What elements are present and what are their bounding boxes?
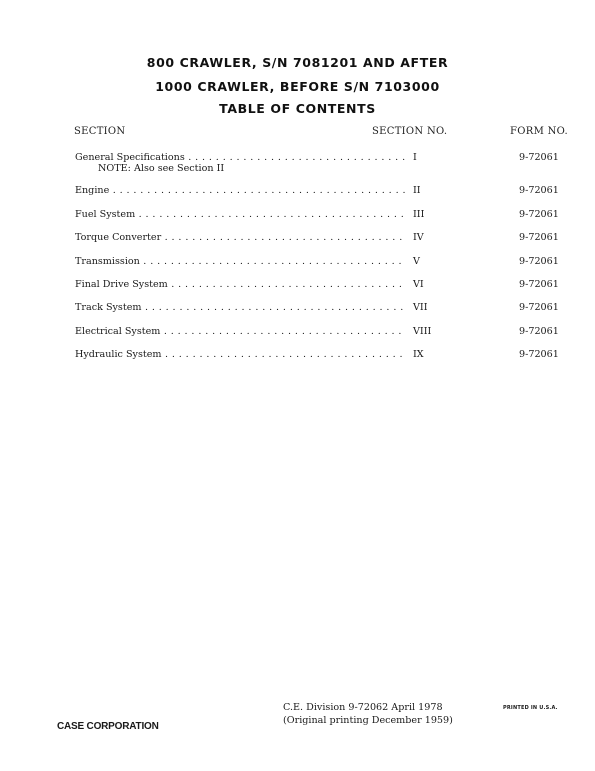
toc-row-name: Final Drive System . . .: [75, 279, 405, 290]
toc-row-section-no: VI: [413, 279, 424, 290]
toc-row-section-no: I: [413, 152, 417, 163]
toc-row-form-no: 9-72061: [519, 152, 559, 163]
toc-row-section-no: III: [413, 209, 425, 220]
toc-row-form-no: 9-72061: [519, 232, 559, 243]
footer-original-printing: (Original printing December 1959): [283, 715, 453, 726]
toc-row: [0, 279, 595, 293]
toc-row-form-no: 9-72061: [519, 279, 559, 290]
printed-in-usa: PRINTED IN U.S.A.: [503, 705, 558, 711]
toc-row-form-no: 9-72061: [519, 209, 559, 220]
toc-row-form-no: 9-72061: [519, 302, 559, 313]
toc-row-form-no: 9-72061: [519, 349, 559, 360]
toc-row: [0, 185, 595, 199]
toc-row-name: Torque Converter . . .: [75, 232, 405, 243]
footer-division-line: C.E. Division 9-72062 April 1978: [283, 702, 443, 713]
toc-row-name: Engine . . .: [75, 185, 405, 196]
toc-row-section-no: VIII: [413, 326, 432, 337]
toc-row-form-no: 9-72061: [519, 185, 559, 196]
title-line-1: 800 CRAWLER, S/N 7081201 AND AFTER: [146, 55, 449, 70]
toc-row-name: Fuel System . . .: [75, 209, 405, 220]
toc-row: [0, 232, 595, 246]
toc-row: [0, 302, 595, 316]
toc-row-form-no: 9-72061: [519, 256, 559, 267]
header-form-no: FORM NO.: [510, 126, 569, 137]
toc-row: [0, 152, 595, 166]
toc-row-section-no: IX: [413, 349, 424, 360]
toc-row-name: Track System . . .: [75, 302, 405, 313]
header-section-no: SECTION NO.: [372, 126, 448, 137]
toc-row-name: Transmission . . .: [75, 256, 405, 267]
toc-row-form-no: 9-72061: [519, 326, 559, 337]
toc-note: NOTE: Also see Section II: [98, 163, 225, 174]
title-line-3: TABLE OF CONTENTS: [219, 101, 376, 116]
toc-row-name: Electrical System . . .: [75, 326, 405, 337]
toc-row-section-no: IV: [413, 232, 424, 243]
toc-row-section-no: VII: [413, 302, 428, 313]
toc-row: [0, 209, 595, 223]
toc-row: [0, 256, 595, 270]
toc-row: [0, 349, 595, 363]
toc-row: [0, 326, 595, 340]
title-line-2: 1000 CRAWLER, BEFORE S/N 7103000: [155, 79, 440, 94]
header-section: SECTION: [74, 126, 126, 137]
toc-row-section-no: V: [413, 256, 420, 267]
toc-row-name: Hydraulic System . . .: [75, 349, 405, 360]
toc-row-section-no: II: [413, 185, 421, 196]
toc-row-name: General Specifications . . .: [75, 152, 405, 163]
case-corporation-logo-text: CASE CORPORATION: [57, 721, 159, 732]
